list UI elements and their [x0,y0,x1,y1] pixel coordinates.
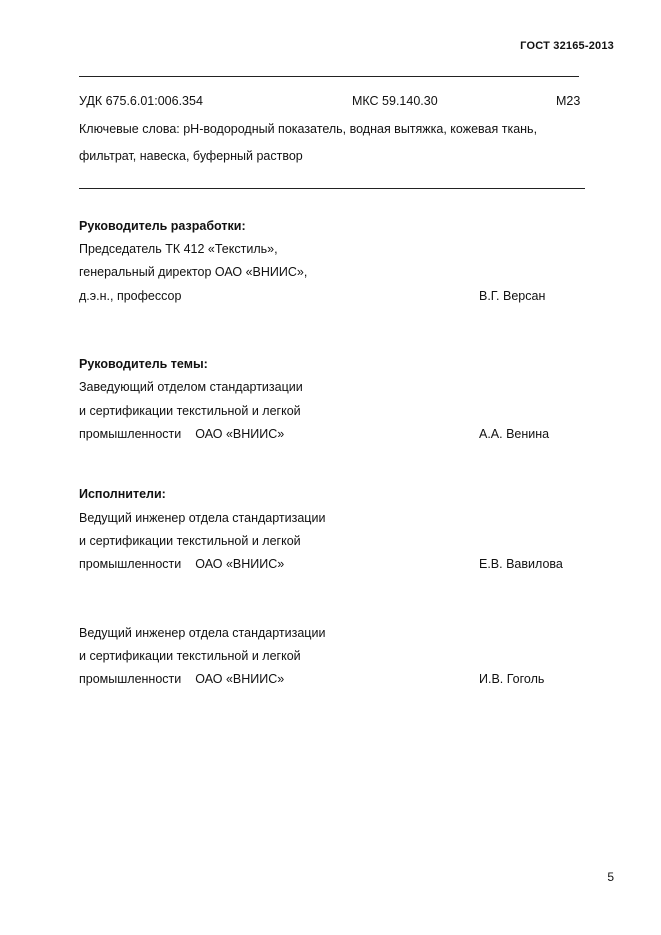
organization-name: ОАО «ВНИИС» [195,672,285,686]
section-line: Ведущий инженер отдела стандартизации [79,511,326,525]
section-line: промышленности [79,672,182,686]
section-line: Заведующий отделом стандартизации [79,380,303,394]
standard-number: ГОСТ 32165-2013 [520,40,614,52]
person-name: В.Г. Версан [479,289,546,303]
page-number: 5 [607,870,614,884]
section-line: и сертификации текстильной и легкой [79,649,301,663]
group-code: М23 [556,94,581,108]
person-name: Е.В. Вавилова [479,557,563,571]
udk-code: УДК 675.6.01:006.354 [79,94,203,108]
section-heading-development-lead: Руководитель разработки: [79,219,246,233]
mks-code: МКС 59.140.30 [352,94,438,108]
section-line: генеральный директор ОАО «ВНИИС», [79,265,308,279]
section-line-with-org [79,557,284,571]
section-line: Ведущий инженер отдела стандартизации [79,626,326,640]
section-line-with-org [79,672,284,686]
organization-name: ОАО «ВНИИС» [195,557,285,571]
section-heading-performers: Исполнители: [79,487,166,501]
section-line: промышленности [79,427,182,441]
bottom-divider [79,188,585,189]
section-heading-topic-lead: Руководитель темы: [79,357,208,371]
section-line: Председатель ТК 412 «Текстиль», [79,242,278,256]
section-line: и сертификации текстильной и легкой [79,534,301,548]
keywords-line-1: Ключевые слова: pH-водородный показатель, водная вытяжка, кожевая ткань, [79,122,538,136]
section-line: д.э.н., профессор [79,289,182,303]
section-line-with-org [79,427,284,441]
keywords-line-2: фильтрат, навеска, буферный раствор [79,149,303,163]
organization-name: ОАО «ВНИИС» [195,427,285,441]
section-line: промышленности [79,557,182,571]
person-name: И.В. Гоголь [479,672,545,686]
section-line: и сертификации текстильной и легкой [79,404,301,418]
person-name: А.А. Венина [479,427,550,441]
top-divider [79,76,579,77]
